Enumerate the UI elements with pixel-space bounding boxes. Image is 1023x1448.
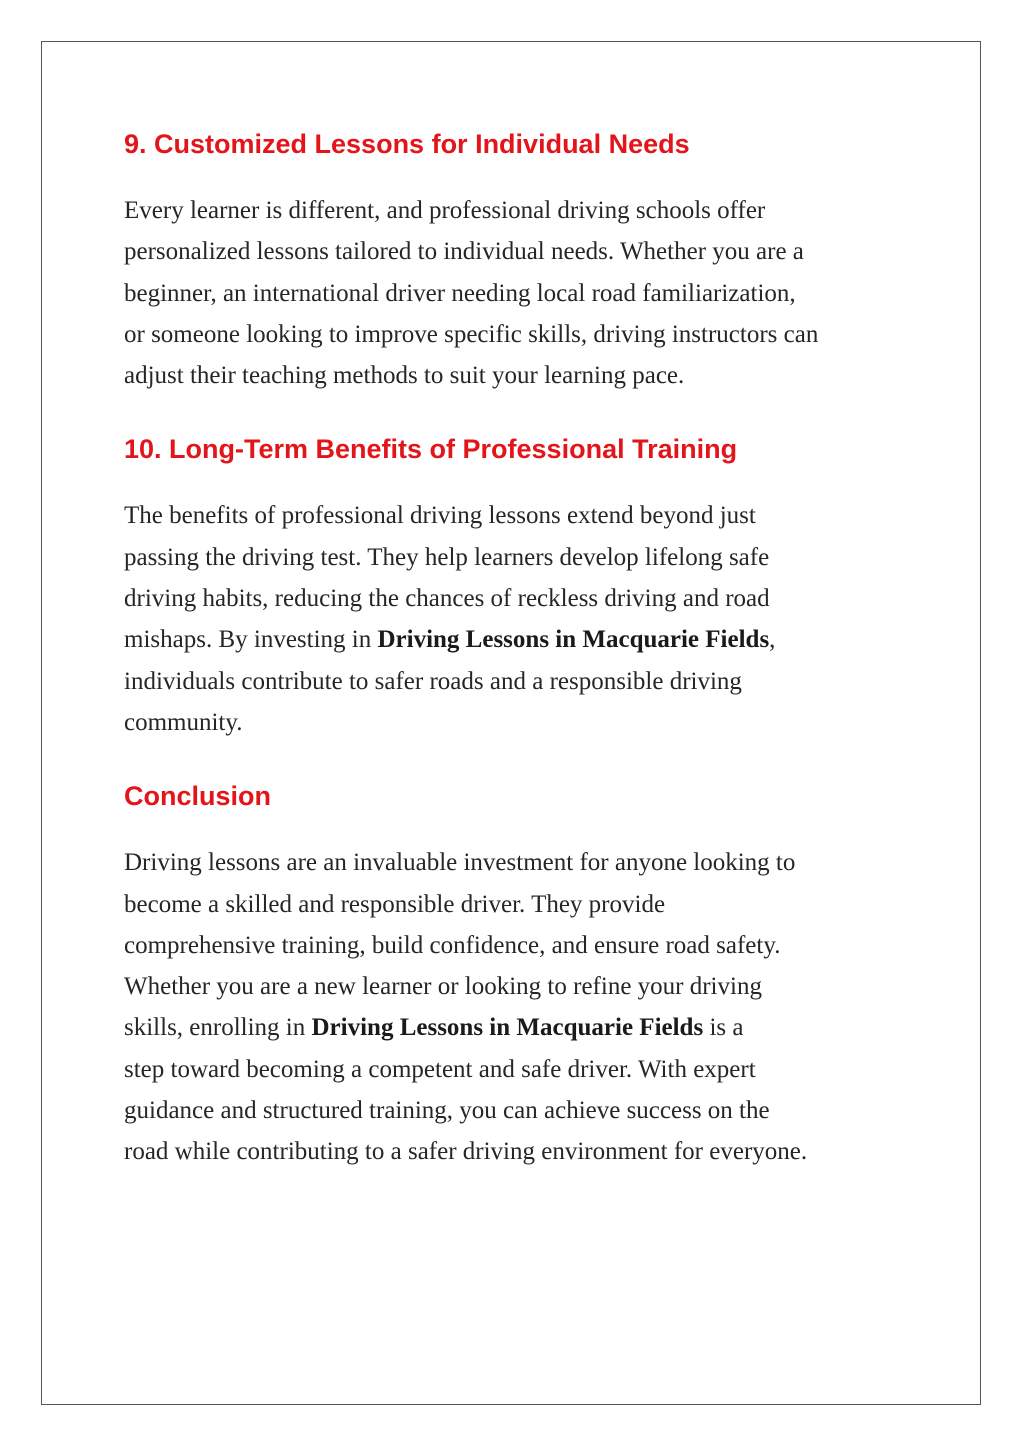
text-line	[124, 619, 924, 660]
text-fragment: skills, enrolling in	[124, 1014, 312, 1042]
section-heading-long-term-benefits: 10. Long-Term Benefits of Professional Training	[124, 434, 738, 465]
text-line: Driving lessons are an invaluable investment for anyone looking to	[124, 849, 796, 877]
paragraph-conclusion	[124, 842, 924, 1172]
text-fragment: ,	[769, 626, 776, 654]
text-line: individuals contribute to safer roads and a responsible driving	[124, 667, 742, 695]
document-content	[124, 122, 924, 1173]
text-line: driving habits, reducing the chances of reckless driving and road	[124, 585, 770, 613]
text-line: become a skilled and responsible driver. They provide	[124, 890, 666, 918]
text-line: community.	[124, 708, 243, 736]
text-line: comprehensive training, build confidence, and ensure road safety.	[124, 931, 781, 959]
section-heading-customized-lessons: 9. Customized Lessons for Individual Needs	[124, 129, 690, 159]
text-line: beginner, an international driver needing local road familiarization,	[124, 279, 796, 307]
section-heading-conclusion: Conclusion	[124, 781, 271, 812]
text-fragment: mishaps. By investing in	[124, 626, 378, 654]
text-line: or someone looking to improve specific skills, driving instructors can	[124, 320, 819, 348]
text-line: passing the driving test. They help learners develop lifelong safe	[124, 543, 770, 571]
text-line: The benefits of professional driving lessons extend beyond just	[124, 502, 756, 530]
text-line: guidance and structured training, you can achieve success on the	[124, 1097, 770, 1125]
text-line	[124, 1007, 924, 1048]
text-line: Whether you are a new learner or looking to refine your driving	[124, 973, 762, 1001]
text-fragment: is a	[703, 1014, 744, 1042]
text-line: adjust their teaching methods to suit your learning pace.	[124, 362, 685, 390]
bold-keyword-macquarie-fields: Driving Lessons in Macquarie Fields	[377, 626, 770, 654]
text-line: personalized lessons tailored to individual needs. Whether you are a	[124, 238, 804, 266]
paragraph-customized-lessons	[124, 190, 924, 396]
bold-keyword-macquarie-fields: Driving Lessons in Macquarie Fields	[311, 1014, 704, 1042]
paragraph-long-term-benefits	[124, 495, 924, 743]
text-line: step toward becoming a competent and safe driver. With expert	[124, 1055, 756, 1083]
text-line: Every learner is different, and professional driving schools offer	[124, 197, 766, 224]
text-line: road while contributing to a safer driving environment for everyone.	[124, 1138, 808, 1166]
